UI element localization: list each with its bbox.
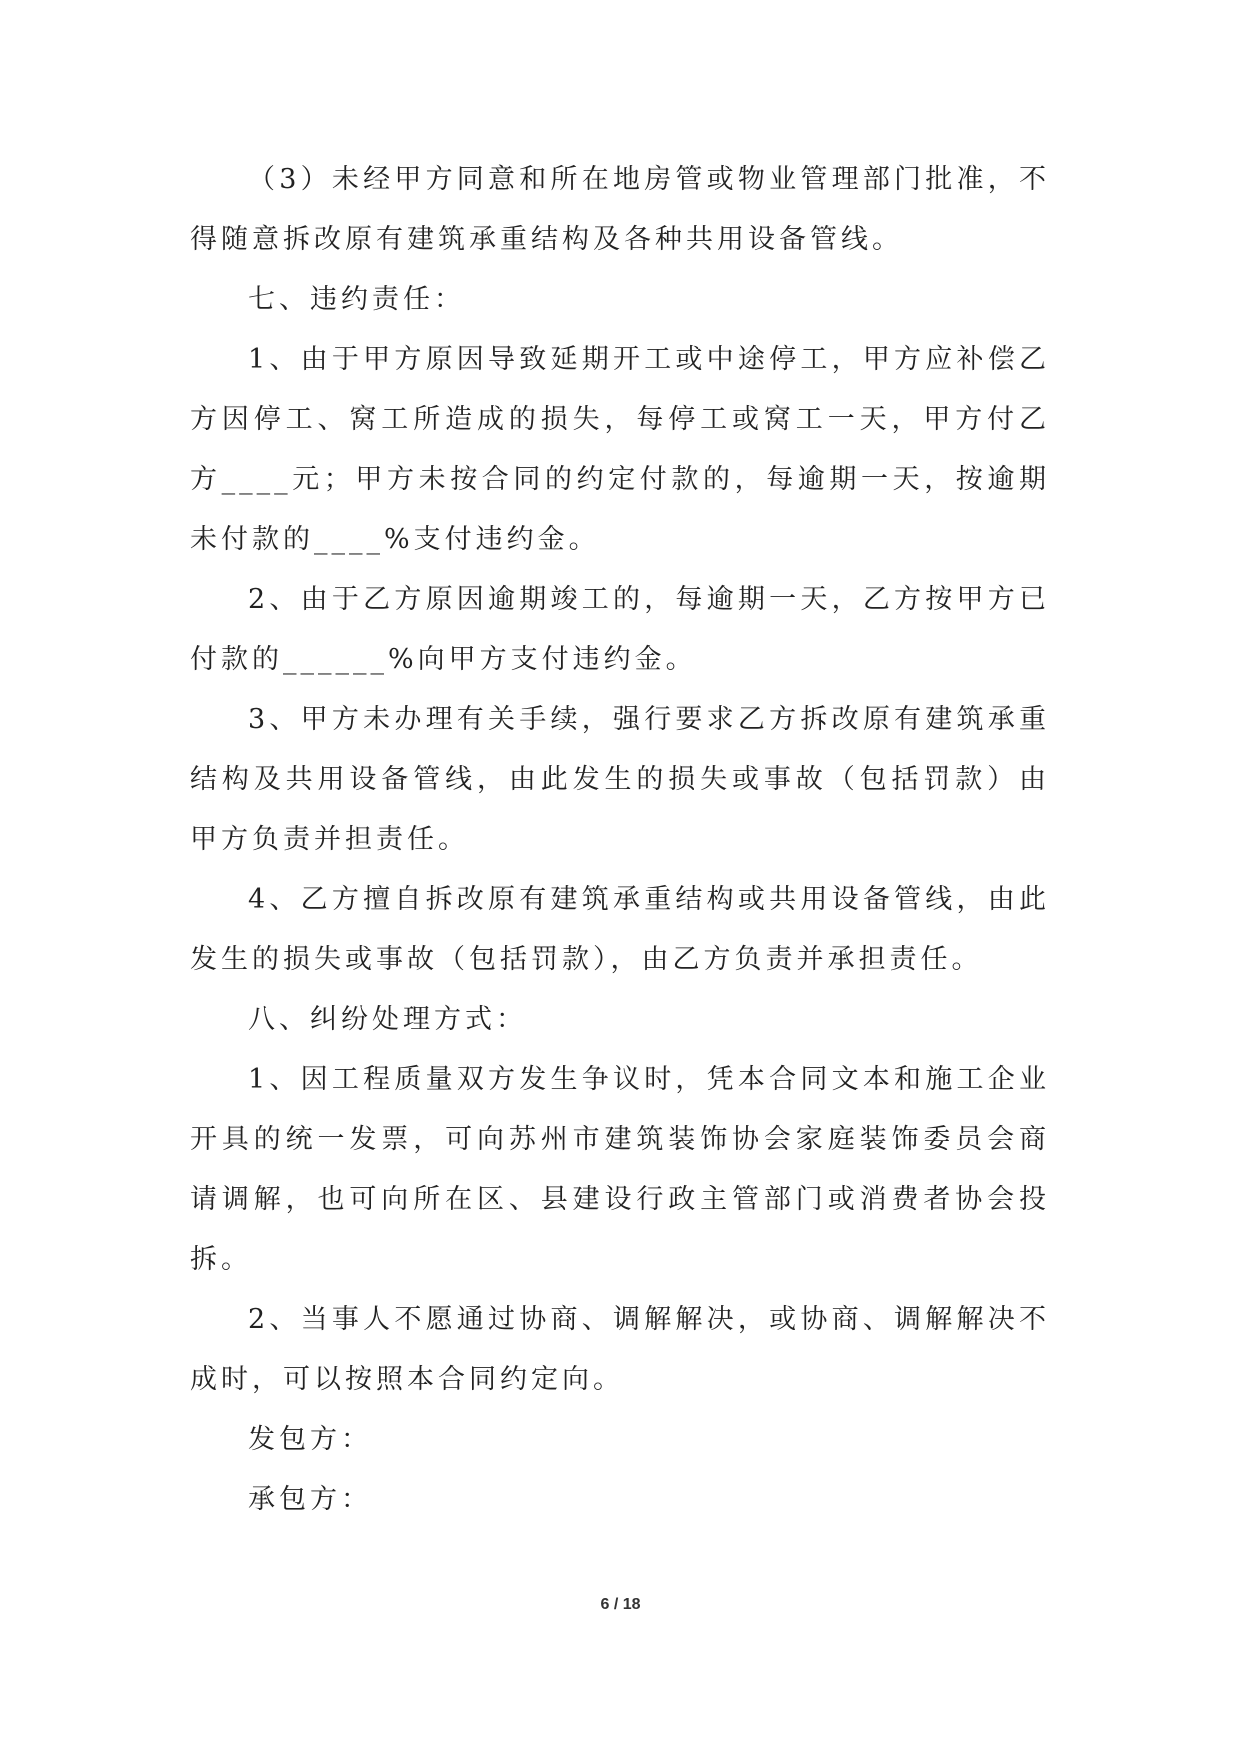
document-body (190, 150, 1050, 1530)
breach-item-3: 3、甲方未办理有关手续，强行要求乙方拆改原有建筑承重结构及共用设备管线，由此发生的损失或事故（包括罚款）由甲方负责并担责任。 (190, 704, 1050, 855)
dispute-item-2: 2、当事人不愿通过协商、调解解决，或协商、调解解决不成时，可以按照本合同约定向。 (190, 1304, 1050, 1395)
breach-item-2: 2、由于乙方原因逾期竣工的，每逾期一天，乙方按甲方已付款的______%向甲方支付违约金。 (190, 584, 1050, 675)
clause-3-no-alteration: （3）未经甲方同意和所在地房管或物业管理部门批准，不得随意拆改原有建筑承重结构及各种共用设备管线。 (190, 164, 1050, 255)
contractor-signature-label: 承包方： (248, 1484, 372, 1515)
section-8-heading: 八、纠纷处理方式： (248, 1004, 527, 1035)
page-number: 6 / 18 (600, 1596, 641, 1613)
dispute-item-1: 1、因工程质量双方发生争议时，凭本合同文本和施工企业开具的统一发票，可向苏州市建筑装饰协会家庭装饰委员会商请调解，也可向所在区、县建设行政主管部门或消费者协会投拆。 (190, 1064, 1050, 1275)
employer-signature-label: 发包方： (248, 1424, 372, 1455)
breach-item-1: 1、由于甲方原因导致延期开工或中途停工，甲方应补偿乙方因停工、窝工所造成的损失，每停工或窝工一天，甲方付乙方____元；甲方未按合同的约定付款的，每逾期一天，按逾期未付款的____%支付违约金。 (190, 344, 1050, 555)
breach-item-4: 4、乙方擅自拆改原有建筑承重结构或共用设备管线，由此发生的损失或事故（包括罚款），由乙方负责并承担责任。 (190, 884, 1050, 975)
section-7-heading: 七、违约责任： (248, 284, 465, 315)
